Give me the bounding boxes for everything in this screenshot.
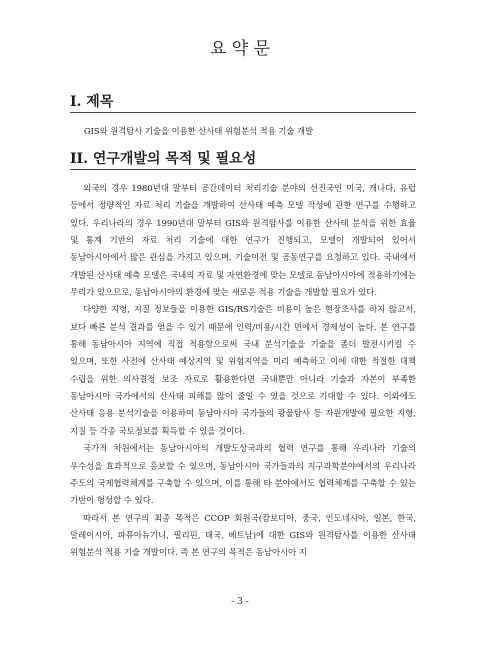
paragraph-background: 외국의 경우 1980년대 말부터 공간데이터 처리기술 분야의 선진국인 미국, 캐나다, 유럽 등에서 정량적인 자료 처리 기술을 개발하여 산사태 예측 모델 작성에 관한 연구를 수행하고 있다. 우리나라의 경우 1990년대 말부터 GIS와 원격탐사를 이용한 산사태 분석을 위한 효율 및 통계 기반의 자료 처리 기술에 대한 연구가 진행되고, 모델이 개발되어 있어서 동남아시아에서 많은 관심을 가지고 있으며, 기술이전 및 공동연구를 요청하고 있다. 국내에서 개발된 산사태 예측 모델은 국내의 자료 및 자연환경에 맞는 모델로 동남아시아에 적용하기에는 무리가 있으므로, 동남아시아의 환경에 맞는 새로운 적용 기술을 개발할 필요가 있다. <box>70 183 416 298</box>
paragraph-national-cooperation: 국가적 차원에서는 동남아시아의 개발도상국과의 협력 연구를 통해 우리나라 기술의 우수성을 효과적으로 홍보할 수 있으며, 동남아시아 국가들과의 지구과학분야에서의 우리나라 주도의 국제협력체계를 구축할 수 있으며, 이를 통해 타 분야에서도 협력체계를 구축할 수 있는 기반이 형성할 수 있다. <box>70 443 416 506</box>
paragraph-final-goal: 따라서 본 연구의 최종 목적은 CCOP 회원국(캄보디아, 중국, 인도네시아, 일본, 한국, 말레이시아, 파퓨아뉴기니, 필리핀, 태국, 베트남)에 대한 GIS와 원격탐사를 이용한 산사태 위험분석 적용 기술 개발이다. 즉 본 연구의 목적은 동남아시아 지 <box>70 512 416 558</box>
page-number: - 3 - <box>231 597 249 607</box>
section-heading-purpose: II. 연구개발의 목적 및 필요성 <box>70 151 257 167</box>
page-title: 요 약 문 <box>209 39 271 59</box>
section-divider-purpose <box>70 169 416 170</box>
paragraph-gis-rs-benefits: 다양한 지형, 지질 정보들을 이용한 GIS/RS기술은 비용이 높은 현장조사를 하지 않고서, 보다 빠른 분석 결과를 얻을 수 있기 때문에 인력/비용/시간 면에서 경제성이 높다. 본 연구를 통해 동남아시아 지역에 직접 적용함으로써 국내 분석기술을 기술을 좀더 발전시키킬 수 있으며, 또한 사전에 산사태 예상지역 및 위험지역을 미리 예측하고 이에 대한 적절한 대책 수립을 위한 의사결정 보조 자료로 활용한다면 국내뿐만 아니라 기술과 자본이 부족한 동남아시아 국가에서의 산사태 피해를 많이 줄일 수 있을 것으로 기대할 수 있다. 이와에도 산사태 응용 분석기술을 이용하여 동남아시아 국가들의 광물탐사 등 자원개발에 필요한 지형, 지질 등 각종 국토정보를 획득할 수 있을 것이다. <box>70 304 416 436</box>
project-subject: GIS와 원격탐사 기술을 이용한 산사태 위험분석 적용 기술 개발 <box>84 126 314 136</box>
purpose-body <box>70 180 416 562</box>
section-heading-title: I. 제목 <box>70 94 114 110</box>
section-divider-title <box>70 112 416 113</box>
